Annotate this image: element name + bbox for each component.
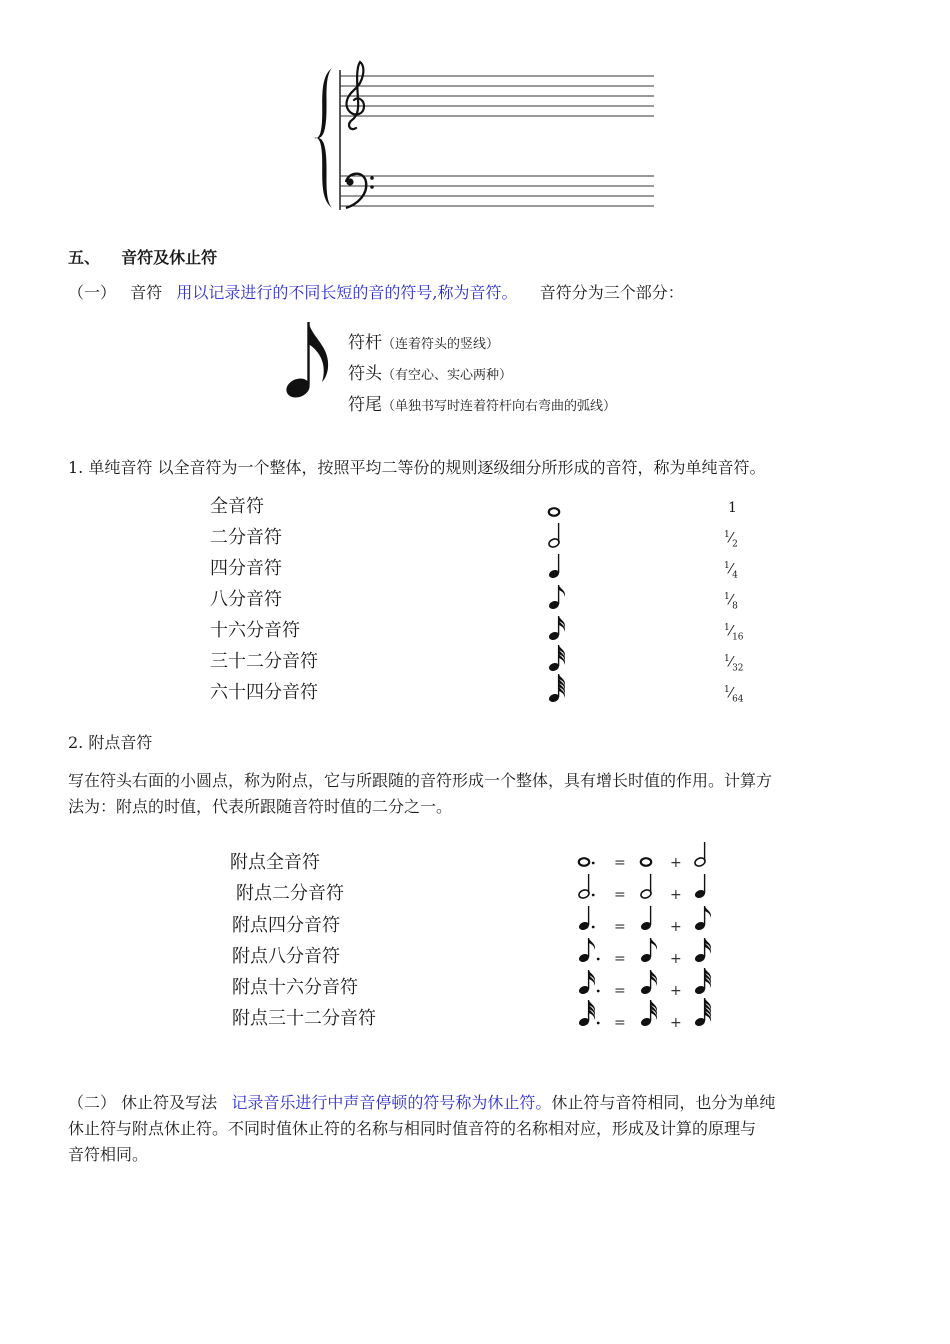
table-row-name: 八分音符 bbox=[210, 589, 282, 610]
rests-label: （二） bbox=[68, 1093, 117, 1112]
table-row-name: 附点二分音符 bbox=[236, 883, 344, 904]
table-row-name: 四分音符 bbox=[210, 558, 282, 579]
notes-intro bbox=[68, 280, 684, 306]
dotted-notes-paragraph-line2: 法为：附点的时值，代表所跟随音符时值的二分之一。 bbox=[68, 797, 453, 816]
notes-definition: 用以记录进行的不同长短的音的符号,称为音符。 bbox=[176, 283, 518, 302]
note-symbol-icon bbox=[548, 616, 565, 641]
half-value-note-icon bbox=[694, 842, 706, 867]
rests-line1 bbox=[68, 1090, 775, 1116]
plus-sign: + bbox=[670, 919, 682, 935]
simple-notes-symbols bbox=[540, 492, 580, 712]
rests-line3: 音符相同。 bbox=[68, 1145, 149, 1164]
half-value-note-icon bbox=[694, 938, 711, 963]
notes-parts-intro: 音符分为三个部分： bbox=[539, 283, 684, 302]
base-note-icon bbox=[641, 858, 651, 866]
treble-clef-icon bbox=[347, 62, 364, 129]
dotted-notes-paragraph-line1: 写在符头右面的小圆点，称为附点，它与所跟随的音符形成一个整体，具有增长时值的作用。计算方 bbox=[68, 771, 773, 790]
table-row-name: 二分音符 bbox=[210, 527, 282, 548]
table-row-name: 十六分音符 bbox=[210, 620, 300, 641]
note-symbol-icon bbox=[548, 523, 560, 548]
note-value: $^1⁄_{64}$ bbox=[724, 685, 744, 705]
base-note-icon bbox=[640, 1000, 657, 1027]
base-note-icon bbox=[640, 938, 657, 963]
equals-sign: = bbox=[614, 919, 626, 935]
table-row-name: 三十二分音符 bbox=[210, 651, 318, 672]
half-value-note-icon bbox=[694, 968, 711, 995]
equals-sign: = bbox=[614, 855, 626, 871]
dotted-note-icon bbox=[579, 858, 595, 866]
plus-sign: + bbox=[670, 983, 682, 999]
equals-sign: = bbox=[614, 951, 626, 967]
note-value: $^1⁄_2$ bbox=[724, 530, 738, 550]
plus-sign: + bbox=[670, 1015, 682, 1031]
simple-notes-table bbox=[210, 492, 770, 712]
dotted-note-icon bbox=[578, 938, 600, 963]
rests-title: 休止符及写法 bbox=[121, 1093, 218, 1112]
dotted-notes-heading: 2. 附点音符 bbox=[68, 733, 153, 752]
table-row-name: 附点十六分音符 bbox=[232, 977, 358, 998]
table-row-name: 附点全音符 bbox=[230, 852, 320, 873]
half-value-note-icon bbox=[694, 874, 706, 899]
rests-definition: 记录音乐进行中声音停顿的符号称为休止符。 bbox=[231, 1093, 552, 1112]
dotted-note-icon bbox=[578, 874, 595, 899]
table-row-name: 附点三十二分音符 bbox=[232, 1008, 376, 1029]
plus-sign: + bbox=[670, 951, 682, 967]
base-note-icon bbox=[640, 970, 657, 995]
table-row-name: 全音符 bbox=[210, 496, 264, 517]
base-note-icon bbox=[640, 874, 652, 899]
plus-sign: + bbox=[670, 887, 682, 903]
half-value-note-icon bbox=[694, 906, 711, 931]
note-value: 1 bbox=[728, 500, 737, 516]
note-symbol-icon bbox=[548, 585, 565, 610]
equals-sign: = bbox=[614, 887, 626, 903]
note-value: $^1⁄_{32}$ bbox=[724, 654, 744, 674]
note-symbol-icon bbox=[548, 554, 560, 579]
rests-line1-rest: 休止符与音符相同，也分为单纯 bbox=[551, 1093, 776, 1112]
dotted-note-icon bbox=[578, 906, 595, 931]
note-symbol-icon bbox=[548, 645, 565, 672]
table-row-name: 附点八分音符 bbox=[232, 946, 340, 967]
notes-intro-label: （一） bbox=[68, 283, 117, 302]
notes-intro-term: 音符 bbox=[130, 283, 163, 302]
grand-staff bbox=[312, 60, 658, 216]
brace-icon bbox=[314, 68, 332, 208]
note-part-flag: 符尾（单独书写时连着符杆向右弯曲的弧线） bbox=[348, 395, 617, 415]
note-value: $^1⁄_4$ bbox=[724, 561, 738, 581]
section-number: 五、 bbox=[68, 248, 101, 267]
dotted-note-icon bbox=[578, 1000, 600, 1027]
dotted-note-icon bbox=[578, 970, 600, 995]
table-row-name: 六十四分音符 bbox=[210, 682, 318, 703]
note-part-stem: 符杆（连着符头的竖线） bbox=[348, 333, 500, 353]
equals-sign: = bbox=[614, 983, 626, 999]
base-note-icon bbox=[640, 906, 652, 931]
note-parts-list bbox=[348, 328, 616, 421]
plus-sign: + bbox=[670, 855, 682, 871]
bass-clef-icon bbox=[346, 174, 374, 208]
half-value-note-icon bbox=[694, 998, 711, 1027]
equals-sign: = bbox=[614, 1015, 626, 1031]
dotted-notes-table bbox=[230, 848, 730, 1048]
note-symbol-icon bbox=[548, 674, 565, 703]
note-part-head: 符头（有空心、实心两种） bbox=[348, 364, 513, 384]
section-heading bbox=[68, 245, 217, 268]
rests-line2: 休止符与附点休止符。不同时值休止符的名称与相同时值音符的名称相对应，形成及计算的原理与 bbox=[68, 1119, 757, 1138]
simple-notes-heading: 1. 单纯音符 以全音符为一个整体，按照平均二等份的规则逐级细分所形成的音符，称为单纯音符。 bbox=[68, 458, 766, 477]
note-value: $^1⁄_8$ bbox=[724, 592, 738, 612]
table-row-name: 附点四分音符 bbox=[232, 915, 340, 936]
note-symbol-icon bbox=[549, 508, 559, 516]
note-value: $^1⁄_{16}$ bbox=[724, 623, 744, 643]
section-title: 音符及休止符 bbox=[121, 248, 218, 267]
eighth-note-anatomy-icon bbox=[282, 318, 342, 404]
dotted-notes-equations bbox=[570, 838, 730, 1048]
